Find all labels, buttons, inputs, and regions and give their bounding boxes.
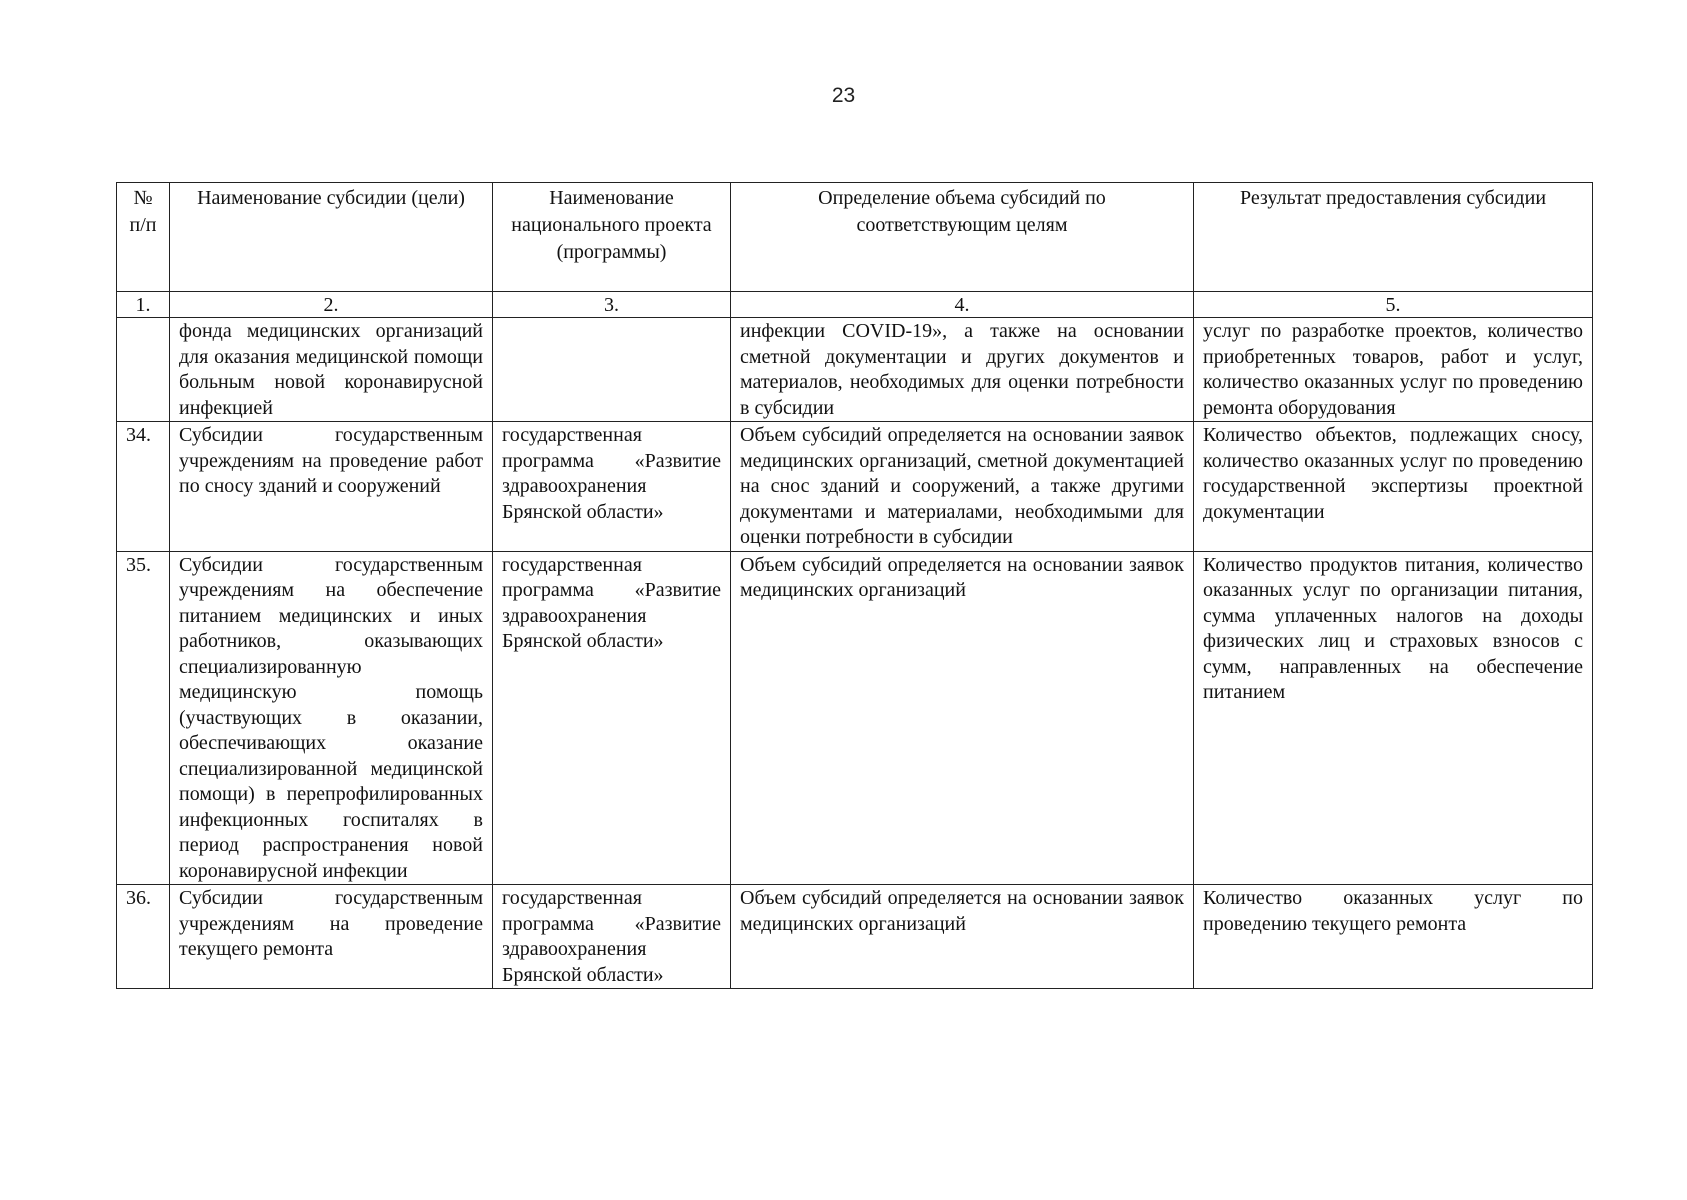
header-volume-definition: Определение объема субсидий по соответствующим целям — [731, 183, 1194, 292]
subsidy-result: Количество продуктов питания, количество оказанных услуг по организации питания, сумма уплаченных налогов на доходы физических лиц и страховых взносов с сумм, направленных на обеспечение питанием — [1194, 551, 1593, 885]
row-number: 36. — [117, 885, 170, 989]
table-row — [117, 318, 1593, 422]
subsidy-table — [116, 182, 1593, 989]
row-number — [117, 318, 170, 422]
table-row — [117, 551, 1593, 885]
column-number: 2. — [170, 292, 493, 318]
volume-definition: Объем субсидий определяется на основании заявок медицинских организаций — [731, 885, 1194, 989]
project-name: государственная программа «Развитие здравоохранения Брянской области» — [493, 885, 731, 989]
table-row — [117, 885, 1593, 989]
column-number-row — [117, 292, 1593, 318]
column-number: 1. — [117, 292, 170, 318]
volume-definition: Объем субсидий определяется на основании заявок медицинских организаций — [731, 551, 1194, 885]
table-header-row — [117, 183, 1593, 292]
project-name: государственная программа «Развитие здравоохранения Брянской области» — [493, 551, 731, 885]
row-number: 35. — [117, 551, 170, 885]
column-number: 4. — [731, 292, 1194, 318]
subsidy-name: Субсидии государственным учреждениям на обеспечение питанием медицинских и иных работников, оказывающих специализированную медицинскую помощь (участвующих в оказании, обеспечивающих оказание специализированной медицинской помощи) в перепрофилированных инфекционных госпиталях в период распространения новой коронавирусной инфекции — [170, 551, 493, 885]
subsidy-result: Количество объектов, подлежащих сносу, количество оказанных услуг по проведению государственной экспертизы проектной документации — [1194, 422, 1593, 552]
subsidy-name: фонда медицинских организаций для оказания медицинской помощи больным новой коронавирусной инфекцией — [170, 318, 493, 422]
volume-definition: инфекции COVID-19», а также на основании сметной документации и других документов и материалов, необходимых для оценки потребности в субсидии — [731, 318, 1194, 422]
subsidy-result: Количество оказанных услуг по проведению текущего ремонта — [1194, 885, 1593, 989]
subsidy-result: услуг по разработке проектов, количество приобретенных товаров, работ и услуг, количество оказанных услуг по проведению ремонта оборудования — [1194, 318, 1593, 422]
volume-definition: Объем субсидий определяется на основании заявок медицинских организаций, сметной документацией на снос зданий и сооружений, а также другими документами и материалами, необходимыми для оценки потребности в субсидии — [731, 422, 1194, 552]
project-name — [493, 318, 731, 422]
table-row — [117, 422, 1593, 552]
row-number: 34. — [117, 422, 170, 552]
header-project-name: Наименование национального проекта (программы) — [493, 183, 731, 292]
header-number: № п/п — [117, 183, 170, 292]
header-subsidy-name: Наименование субсидии (цели) — [170, 183, 493, 292]
subsidy-name: Субсидии государственным учреждениям на проведение текущего ремонта — [170, 885, 493, 989]
subsidy-name: Субсидии государственным учреждениям на проведение работ по сносу зданий и сооружений — [170, 422, 493, 552]
project-name: государственная программа «Развитие здравоохранения Брянской области» — [493, 422, 731, 552]
column-number: 5. — [1194, 292, 1593, 318]
column-number: 3. — [493, 292, 731, 318]
header-result: Результат предоставления субсидии — [1194, 183, 1593, 292]
page-number: 23 — [831, 84, 856, 107]
